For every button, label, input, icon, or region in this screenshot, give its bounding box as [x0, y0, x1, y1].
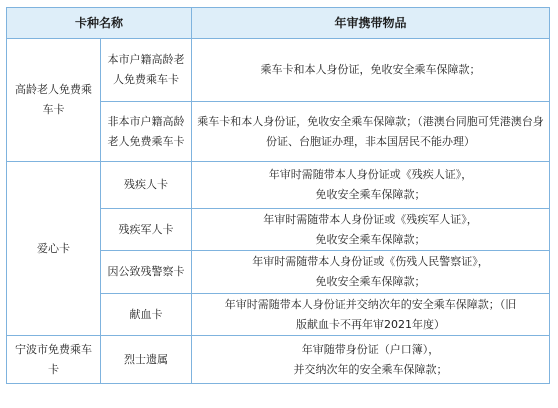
- subcategory-police: 因公致残警察卡: [101, 251, 192, 294]
- items-nonlocal-elderly: 乘车卡和本人身份证，免收安全乘车保障款；（港澳台同胞可凭港澳台身份证、台胞证办理，非本国居民不能办理）: [192, 102, 550, 162]
- items-disabled: [192, 162, 550, 209]
- header-items: 年审携带物品: [192, 8, 550, 39]
- items-police: [192, 251, 550, 294]
- subcategory-blood: 献血卡: [101, 294, 192, 336]
- header-card-type: 卡种名称: [7, 8, 192, 39]
- table-row: [7, 336, 550, 384]
- items-local-elderly: 乘车卡和本人身份证，免收安全乘车保障款；: [192, 39, 550, 102]
- subcategory-local-elderly: 本市户籍高龄老人免费乘车卡: [101, 39, 192, 102]
- card-review-table: [6, 7, 550, 384]
- category-love-card: 爱心卡: [7, 162, 101, 336]
- items-veteran-line1: 年审时需随带本人身份证或《残疾军人证》，: [263, 212, 478, 226]
- table-row: [7, 39, 550, 102]
- items-veteran-line2: 免收安全乘车保障款；: [315, 232, 426, 246]
- items-police-line1: 年审时需随带本人身份证或《伤残人民警察证》，: [252, 255, 489, 268]
- subcategory-disabled: 残疾人卡: [101, 162, 192, 209]
- items-martyr-line1: 年审随带身份证（户口簿），: [301, 342, 440, 356]
- category-ningbo: 宁波市免费乘车卡: [7, 336, 101, 384]
- items-police-line2: 免收安全乘车保障款；: [315, 275, 426, 288]
- items-disabled-line1: 年审时需随带本人身份证或《残疾人证》，: [268, 168, 473, 181]
- items-blood: [192, 294, 550, 336]
- items-martyr-line2: 并交纳次年的安全乘车保障款；: [293, 362, 448, 376]
- items-blood-line2: 版献血卡不再年审2021年度）: [296, 317, 446, 331]
- subcategory-veteran: 残疾军人卡: [101, 209, 192, 251]
- category-elderly: 高龄老人免费乘车卡: [7, 39, 101, 162]
- subcategory-martyr: 烈士遗属: [101, 336, 192, 384]
- items-veteran: [192, 209, 550, 251]
- items-martyr: [192, 336, 550, 384]
- table-row: [7, 162, 550, 209]
- subcategory-nonlocal-elderly: 非本市户籍高龄老人免费乘车卡: [101, 102, 192, 162]
- items-blood-line1: 年审时需随带本人身份证并交纳次年的安全乘车保障款；（旧: [224, 297, 517, 311]
- items-disabled-line2: 免收安全乘车保障款；: [315, 188, 426, 201]
- table-header-row: [7, 8, 550, 39]
